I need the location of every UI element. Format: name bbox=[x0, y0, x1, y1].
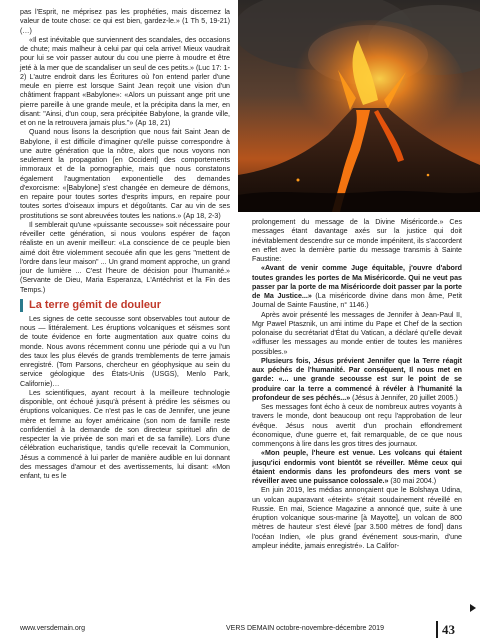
right-column bbox=[252, 218, 462, 551]
quote-bold-text: Plusieurs fois, Jésus prévient Jennifer que la Terre réagit aux péchés de l'humanité. Par conséquent, Il nous met en garde: «... une grande secousse est sur le point de se produire car la terre a commencé à révéler à l'humanité la profondeur de ses péchés...» bbox=[252, 356, 462, 402]
continue-arrow-icon bbox=[470, 604, 476, 612]
paragraph: Après avoir présenté les messages de Jennifer à Jean-Paul II, Mgr Pawel Ptasznik, un ami intime du Pape et Chef de la section polonaise du secrétariat d'État du Vatican, a déclaré qu'elle devait «diffuser les messages au monde entier de toutes les manières possibles.» bbox=[252, 310, 462, 356]
volcano-eruption-photo bbox=[238, 0, 480, 212]
paragraph: «Il est inévitable que surviennent des scandales, des occasions de chute; mais malheur à celui par qui cela arrive! Mieux vaudrait pour lui se voir passer autour du cou une pierre à moudre et être jeté à la mer que de scandaliser un seul de ces petits.» (Luc 17: 1-2) L'autre endroit dans les Écritures où l'on entend parler d'une meule en pierre est lorsque Saint Jean reçoit une vision d'un châtiment frappant «Babylone»: «Alors un puissant ange prit une pierre pareille à une grande meule, et la précipita dans la mer, en disant: "Ainsi, d'un coup, sera précipitée Babylone, la grande ville, et on ne la retrouvera jamais plus."» (Ap 18, 21) bbox=[20, 35, 230, 127]
website-link[interactable]: www.versdemain.org bbox=[20, 625, 85, 632]
quote-citation: (La miséricorde divine dans mon âme, Petit Journal de Sainte Faustine, n° 1146.) bbox=[252, 292, 462, 310]
quote-paragraph bbox=[252, 449, 462, 486]
magazine-issue: VERS DEMAIN octobre-novembre-décembre 2019 bbox=[226, 625, 384, 632]
left-column bbox=[20, 8, 230, 481]
paragraph: Les signes de cette secousse sont observables tout autour de nous — littéralement. Les éruptions volcaniques et séismes sont de toute évidence en forte augmentation aux quatre coins du monde. Nous avons récemment connu une période qui a vu l'un des taux les plus élevés de grands tremblements de terre jamais enregistré. (Tom Parsons, chercheur en géophysique au sein du service géologique des États-Unis (USGS), Menlo Park, Californie)… bbox=[20, 314, 230, 388]
quote-citation: (Jésus à Jennifer, 20 juillet 2005.) bbox=[350, 393, 458, 402]
paragraph: Quand nous lisons la description que nous fait Saint Jean de Babylone, il est difficile d'imaginer qu'elle puisse correspondre à une autre génération que la nôtre, alors que nous voyons non seulement la propagation [en Occident] des comportements immoraux et de la pornographie, mais que nous constatons également l'augmentation exponentielle des demandes d'exorcisme: «[Babylone] s'est changée en demeure de démons, en repaire pour toutes sortes d'esprits impurs, en repaire pour toutes sortes d'oiseaux impurs et dégoûtants. Car au vin de ses prostitutions se sont abreuvées toutes les nations.» (Ap 18, 2-3) bbox=[20, 128, 230, 220]
paragraph: pas l'Esprit, ne méprisez pas les prophéties, mais discernez la valeur de toute chose: ce qui est bien, gardez-le.» (1 Th 5, 19-21) (…) bbox=[20, 8, 230, 35]
quote-citation: (30 mai 2004.) bbox=[388, 477, 437, 485]
footer-divider bbox=[436, 621, 438, 638]
page-footer bbox=[0, 621, 480, 641]
quote-paragraph bbox=[252, 264, 462, 310]
paragraph: Il semblerait qu'une «puissante secousse» soit nécessaire pour réveiller cette génération, si nous voulons espérer de façon réaliste en un avenir meilleur: «La conscience de ce peuple bien aimé doit être violemment secouée afin que les gens "mettent de l'ordre dans leur maison" ... Un grand moment approche, un grand jour de lumière ... C'est l'heure de décision pour l'humanité.» (Servante de Dieu, Maria Esperanza, L'Antéchrist et la Fin des Temps.) bbox=[20, 220, 230, 294]
page-number: 43 bbox=[442, 622, 455, 637]
quote-bold-text: «Avant de venir comme Juge équitable, j'ouvre d'abord toutes grandes les portes de Ma Miséricorde. Qui ne veut pas passer par la porte de ma Miséricorde doit passer par la porte de Ma Justice...» bbox=[252, 264, 462, 300]
section-heading: La terre gémit de douleur bbox=[20, 299, 230, 312]
paragraph: En juin 2019, les médias annonçaient que le Bolshaya Udina, un volcan auparavant «éteint» s'était soudainement réveillé en Russie. En mai, Science Magazine a annoncé que, suite à une éruption volcanique sous-marine [à Mayotte], un volcan de 800 mètres de hauteur s'est élevé [par 3.500 mètres de fond] dans l'océan Indien, «le plus grand événement sous-marin, d'une ampleur inédite, jamais enregistré». La Califor- bbox=[252, 486, 462, 550]
paragraph: prolongement du message de la Divine Miséricorde.» Ces messages étant davantage axés sur la justice qui doit inévitablement descendre sur ce monde impénitent, ils s'accordent en effet avec la dernière partie du message transmis à Sainte Faustine: bbox=[252, 218, 462, 263]
quote-paragraph bbox=[252, 357, 462, 403]
paragraph: Les scientifiques, ayant recourt à la meilleure technologie disponible, ont échoué jusqu'à présent à prédire les séismes ou éruptions volcaniques. Ce n'est pas le cas de Jennifer, une jeune mère et femme au foyer américaine (son nom de famille reste confidentiel à la demande de son directeur spirituel afin de respecter la vie privée de son mari et de sa famille). Lors d'une célébration eucharistique, tandis qu'elle recevait la Communion, Jésus a commencé à lui parler de manière audible en lui donnant des messages d'amour et des avertissements, lui disant: «Mon enfant, tu es le bbox=[20, 388, 230, 480]
paragraph: Ses messages font écho à ceux de nombreux autres voyants à travers le monde, dont beaucoup ont reçu l'approbation de leur évêque. Jésus nous avertit d'un prochain effondrement économique, d'une guerre et, fait remarquable, de ce que nous commençons à lire dans les gros titres des journaux. bbox=[252, 403, 462, 448]
quote-bold-text: «Mon peuple, l'heure est venue. Les volcans qui étaient jusqu'ici endormis vont bientôt se réveiller. Même ceux qui étaient endormis dans les profondeurs des mers vont se réveiller avec une puissance colossale.» bbox=[252, 449, 462, 485]
